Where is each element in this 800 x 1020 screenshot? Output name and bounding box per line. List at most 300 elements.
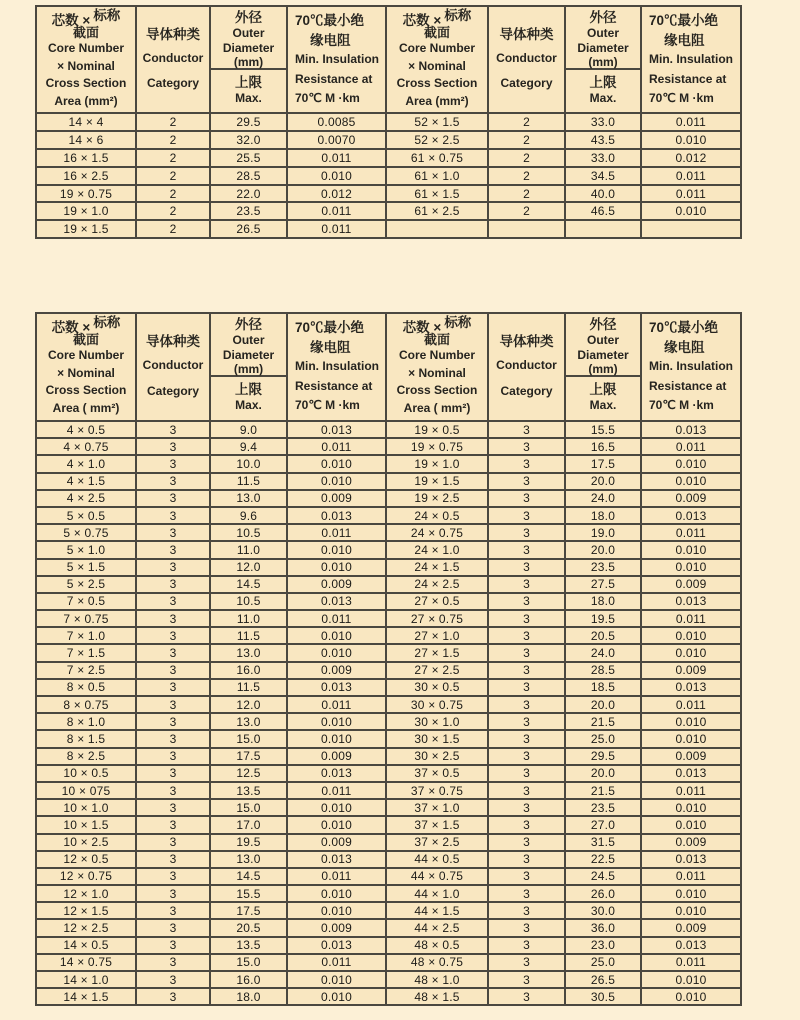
outer-diameter-cell: 13.5 xyxy=(210,937,287,954)
conductor-category-cell: 3 xyxy=(488,748,565,765)
outer-diameter-cell: 25.0 xyxy=(565,954,641,971)
outer-diameter-cell: 15.0 xyxy=(210,730,287,747)
insulation-resistance-cell: 0.011 xyxy=(287,954,386,971)
header-line: Area (mm²) xyxy=(54,93,118,108)
header-line: 外径 xyxy=(589,317,617,332)
insulation-resistance-cell: 0.010 xyxy=(641,559,741,576)
outer-diameter-cell xyxy=(565,220,641,238)
conductor-category-cell: 3 xyxy=(136,576,210,593)
conductor-category-cell: 3 xyxy=(488,919,565,936)
core-size-cell: 8 × 1.5 xyxy=(36,730,136,747)
outer-diameter-header xyxy=(565,313,641,421)
table-header xyxy=(36,313,741,421)
table-row xyxy=(36,954,741,971)
table-row xyxy=(36,730,741,747)
core-size-cell: 61 × 2.5 xyxy=(386,202,488,220)
table-row xyxy=(36,988,741,1005)
table-row xyxy=(36,782,741,799)
header-line: × Nominal xyxy=(408,58,466,73)
core-size-cell: 8 × 1.0 xyxy=(36,713,136,730)
outer-diameter-cell: 20.5 xyxy=(565,627,641,644)
insulation-resistance-cell: 0.013 xyxy=(287,593,386,610)
outer-diameter-cell: 30.5 xyxy=(565,988,641,1005)
conductor-category-cell: 3 xyxy=(136,902,210,919)
outer-diameter-cell: 13.5 xyxy=(210,782,287,799)
core-size-cell: 44 × 0.5 xyxy=(386,851,488,868)
core-size-cell: 52 × 2.5 xyxy=(386,131,488,149)
insulation-resistance-cell: 0.0070 xyxy=(287,131,386,149)
insulation-resistance-cell: 0.010 xyxy=(641,473,741,490)
outer-diameter-cell: 43.5 xyxy=(565,131,641,149)
outer-diameter-cell: 16.0 xyxy=(210,662,287,679)
conductor-category-cell: 3 xyxy=(136,919,210,936)
outer-diameter-cell: 9.0 xyxy=(210,421,287,438)
table-row xyxy=(36,662,741,679)
conductor-category-cell: 3 xyxy=(488,834,565,851)
conductor-category-cell: 2 xyxy=(488,113,565,131)
insulation-resistance-cell: 0.011 xyxy=(287,524,386,541)
conductor-category-cell: 3 xyxy=(136,937,210,954)
core-number-header xyxy=(36,313,136,421)
header-line: Resistance at xyxy=(649,378,727,393)
core-size-cell: 8 × 2.5 xyxy=(36,748,136,765)
core-size-cell: 8 × 0.5 xyxy=(36,679,136,696)
conductor-category-cell: 3 xyxy=(136,954,210,971)
core-size-cell: 16 × 1.5 xyxy=(36,149,136,167)
cable-spec-table-top xyxy=(35,5,742,239)
outer-diameter-cell: 15.5 xyxy=(565,421,641,438)
insulation-resistance-cell: 0.011 xyxy=(287,220,386,238)
table-row xyxy=(36,627,741,644)
header-line: 缘电阻 xyxy=(664,32,705,48)
outer-diameter-cell: 19.5 xyxy=(565,610,641,627)
core-size-cell: 37 × 0.5 xyxy=(386,765,488,782)
outer-diameter-cell: 12.0 xyxy=(210,559,287,576)
header-line: 芯数 × 标称 xyxy=(51,8,121,28)
conductor-category-cell: 2 xyxy=(136,202,210,220)
insulation-resistance-cell: 0.010 xyxy=(287,627,386,644)
core-size-cell: 19 × 2.5 xyxy=(386,490,488,507)
outer-diameter-cell: 22.0 xyxy=(210,185,287,203)
outer-diameter-cell: 24.0 xyxy=(565,644,641,661)
insulation-resistance-cell: 0.010 xyxy=(641,202,741,220)
header-row xyxy=(36,6,741,113)
outer-diameter-header xyxy=(565,6,641,113)
core-size-cell: 4 × 1.5 xyxy=(36,473,136,490)
core-size-cell: 10 × 2.5 xyxy=(36,834,136,851)
header-line: 外径 xyxy=(589,10,617,25)
header-line: Diameter xyxy=(577,40,629,55)
core-number-header xyxy=(36,6,136,113)
header-line: 上限 xyxy=(589,75,617,90)
header-line: 导体种类 xyxy=(146,26,200,42)
insulation-resistance-cell: 0.009 xyxy=(287,490,386,507)
outer-diameter-cell: 16.5 xyxy=(565,438,641,455)
outer-diameter-cell: 20.5 xyxy=(210,919,287,936)
core-size-cell: 10 × 1.5 xyxy=(36,816,136,833)
outer-diameter-cell: 25.5 xyxy=(210,149,287,167)
conductor-category-cell: 3 xyxy=(488,455,565,472)
header-line: Conductor xyxy=(496,358,557,372)
header-line: 缘电阻 xyxy=(310,339,351,355)
insulation-resistance-cell: 0.013 xyxy=(287,679,386,696)
insulation-resistance-cell: 0.013 xyxy=(641,679,741,696)
insulation-resistance-cell: 0.009 xyxy=(287,919,386,936)
core-size-cell: 5 × 0.75 xyxy=(36,524,136,541)
table-row xyxy=(36,937,741,954)
header-line: 截面 xyxy=(423,25,450,40)
core-size-cell: 37 × 1.0 xyxy=(386,799,488,816)
header-line: Diameter xyxy=(222,347,275,362)
outer-diameter-cell: 20.0 xyxy=(565,473,641,490)
core-size-cell: 7 × 1.0 xyxy=(36,627,136,644)
conductor-category-cell: 3 xyxy=(488,524,565,541)
outer-diameter-cell: 9.6 xyxy=(210,507,287,524)
header-line: 上限 xyxy=(235,382,262,397)
core-size-cell: 4 × 0.75 xyxy=(36,438,136,455)
insulation-resistance-cell: 0.013 xyxy=(641,507,741,524)
outer-diameter-cell: 15.5 xyxy=(210,885,287,902)
insulation-resistance-cell: 0.010 xyxy=(641,971,741,988)
outer-diameter-cell: 26.0 xyxy=(565,885,641,902)
header-line: 芯数 × 标称 xyxy=(402,8,472,28)
conductor-category-cell: 3 xyxy=(136,679,210,696)
core-size-cell: 14 × 1.5 xyxy=(36,988,136,1005)
outer-diameter-cell: 18.5 xyxy=(565,679,641,696)
insulation-resistance-cell: 0.011 xyxy=(641,185,741,203)
header-line: Max. xyxy=(235,91,262,105)
table-row xyxy=(36,902,741,919)
header-line: Category xyxy=(500,383,553,398)
core-size-cell: 4 × 2.5 xyxy=(36,490,136,507)
outer-diameter-cell: 27.5 xyxy=(565,576,641,593)
header-line: Cross Section xyxy=(45,76,127,90)
table-row xyxy=(36,799,741,816)
header-line: 70℃ M ·km xyxy=(295,398,360,412)
table-row xyxy=(36,167,741,185)
header-line: (mm) xyxy=(233,362,264,376)
outer-diameter-cell: 23.5 xyxy=(210,202,287,220)
core-size-cell: 5 × 1.5 xyxy=(36,559,136,576)
table-row xyxy=(36,185,741,203)
conductor-category-cell: 3 xyxy=(488,627,565,644)
header-line: Conductor xyxy=(142,50,204,65)
outer-diameter-cell: 17.5 xyxy=(565,455,641,472)
insulation-resistance-cell: 0.009 xyxy=(641,919,741,936)
conductor-category-cell: 3 xyxy=(488,988,565,1005)
outer-diameter-header xyxy=(210,6,287,113)
conductor-category-cell: 3 xyxy=(488,610,565,627)
core-size-cell: 14 × 6 xyxy=(36,131,136,149)
header-line: Max. xyxy=(235,398,262,412)
insulation-resistance-cell: 0.010 xyxy=(641,816,741,833)
insulation-resistance-cell: 0.011 xyxy=(641,696,741,713)
outer-diameter-cell: 20.0 xyxy=(565,541,641,558)
header-line: (mm) xyxy=(588,362,618,376)
outer-diameter-cell: 36.0 xyxy=(565,919,641,936)
insulation-resistance-cell: 0.0085 xyxy=(287,113,386,131)
conductor-category-cell: 3 xyxy=(136,816,210,833)
outer-diameter-cell: 19.0 xyxy=(565,524,641,541)
table-row xyxy=(36,765,741,782)
outer-diameter-cell: 40.0 xyxy=(565,185,641,203)
core-size-cell: 24 × 0.5 xyxy=(386,507,488,524)
conductor-category-cell: 3 xyxy=(136,524,210,541)
conductor-category-cell: 3 xyxy=(136,782,210,799)
insulation-resistance-cell: 0.012 xyxy=(641,149,741,167)
insulation-resistance-cell: 0.011 xyxy=(641,610,741,627)
table-row xyxy=(36,438,741,455)
insulation-resistance-cell: 0.010 xyxy=(641,644,741,661)
header-line: Cross Section xyxy=(396,383,478,397)
core-number-header xyxy=(386,6,488,113)
core-size-cell: 5 × 1.0 xyxy=(36,541,136,558)
outer-diameter-cell: 14.5 xyxy=(210,868,287,885)
insulation-resistance-cell: 0.010 xyxy=(287,988,386,1005)
conductor-category-cell: 2 xyxy=(488,167,565,185)
header-line: Core Number xyxy=(398,41,475,55)
outer-diameter-cell: 19.5 xyxy=(210,834,287,851)
header-line: Resistance at xyxy=(295,71,373,86)
header-line: (mm) xyxy=(588,55,618,69)
conductor-category-cell: 3 xyxy=(136,868,210,885)
conductor-category-cell: 3 xyxy=(488,902,565,919)
insulation-resistance-cell: 0.013 xyxy=(287,421,386,438)
insulation-resistance-cell: 0.010 xyxy=(287,541,386,558)
header-line: 70℃最小绝 xyxy=(649,13,719,28)
outer-diameter-cell: 21.5 xyxy=(565,782,641,799)
core-size-cell: 44 × 1.0 xyxy=(386,885,488,902)
insulation-resistance-cell: 0.009 xyxy=(287,662,386,679)
header-line: 缘电阻 xyxy=(664,339,705,355)
conductor-category-cell: 3 xyxy=(488,559,565,576)
table-row xyxy=(36,131,741,149)
conductor-category-cell: 2 xyxy=(136,131,210,149)
core-size-cell: 27 × 1.0 xyxy=(386,627,488,644)
conductor-category-cell: 3 xyxy=(488,644,565,661)
outer-diameter-cell: 17.5 xyxy=(210,748,287,765)
header-line: 外径 xyxy=(235,317,262,332)
conductor-category-cell: 3 xyxy=(488,765,565,782)
conductor-category-cell: 3 xyxy=(136,490,210,507)
outer-diameter-cell: 20.0 xyxy=(565,765,641,782)
insulation-resistance-cell: 0.013 xyxy=(641,765,741,782)
conductor-category-cell: 3 xyxy=(488,730,565,747)
table-row xyxy=(36,834,741,851)
insulation-resistance-cell: 0.010 xyxy=(641,713,741,730)
header-line: Diameter xyxy=(577,347,629,362)
header-line: Resistance at xyxy=(649,71,727,86)
conductor-category-cell: 3 xyxy=(136,455,210,472)
core-size-cell: 30 × 1.0 xyxy=(386,713,488,730)
header-line: 70℃ M ·km xyxy=(295,91,360,105)
outer-diameter-cell: 22.5 xyxy=(565,851,641,868)
insulation-resistance-cell: 0.010 xyxy=(287,473,386,490)
insulation-resistance-cell: 0.009 xyxy=(287,834,386,851)
core-size-cell: 44 × 1.5 xyxy=(386,902,488,919)
conductor-category-header xyxy=(488,6,565,113)
insulation-resistance-cell: 0.010 xyxy=(287,167,386,185)
insulation-resistance-cell: 0.009 xyxy=(287,576,386,593)
insulation-resistance-cell: 0.010 xyxy=(287,730,386,747)
header-line: Outer xyxy=(586,333,619,347)
table-row xyxy=(36,220,741,238)
outer-diameter-cell: 10.5 xyxy=(210,593,287,610)
core-size-cell: 10 × 075 xyxy=(36,782,136,799)
insulation-resistance-header xyxy=(287,6,386,113)
core-size-cell: 48 × 1.5 xyxy=(386,988,488,1005)
outer-diameter-cell: 18.0 xyxy=(565,593,641,610)
core-size-cell: 12 × 1.5 xyxy=(36,902,136,919)
outer-diameter-cell: 15.0 xyxy=(210,799,287,816)
outer-diameter-cell: 11.5 xyxy=(210,627,287,644)
table-header xyxy=(36,6,741,113)
conductor-category-header xyxy=(136,6,210,113)
insulation-resistance-cell: 0.011 xyxy=(287,696,386,713)
conductor-category-cell: 3 xyxy=(488,885,565,902)
outer-diameter-cell: 46.5 xyxy=(565,202,641,220)
cable-spec-table-bottom xyxy=(35,312,742,1006)
insulation-resistance-header xyxy=(641,6,741,113)
core-size-cell: 27 × 2.5 xyxy=(386,662,488,679)
outer-diameter-cell: 24.5 xyxy=(565,868,641,885)
conductor-category-cell: 3 xyxy=(136,507,210,524)
header-line: Resistance at xyxy=(295,378,373,393)
outer-diameter-cell: 33.0 xyxy=(565,149,641,167)
conductor-category-cell: 3 xyxy=(488,799,565,816)
insulation-resistance-cell: 0.009 xyxy=(641,834,741,851)
table-row xyxy=(36,473,741,490)
core-size-cell: 5 × 2.5 xyxy=(36,576,136,593)
core-size-cell: 48 × 0.5 xyxy=(386,937,488,954)
header-line: Cross Section xyxy=(396,76,478,90)
conductor-category-cell: 3 xyxy=(488,713,565,730)
header-line: Diameter xyxy=(222,40,275,55)
insulation-resistance-cell: 0.010 xyxy=(641,541,741,558)
insulation-resistance-cell: 0.009 xyxy=(641,748,741,765)
core-size-cell: 14 × 0.75 xyxy=(36,954,136,971)
core-size-cell: 27 × 0.75 xyxy=(386,610,488,627)
table-row xyxy=(36,644,741,661)
header-line: × Nominal xyxy=(57,58,115,73)
conductor-category-cell: 2 xyxy=(136,220,210,238)
conductor-category-cell: 3 xyxy=(136,730,210,747)
conductor-category-cell: 3 xyxy=(488,576,565,593)
conductor-category-cell: 3 xyxy=(136,885,210,902)
header-line: Outer xyxy=(232,333,265,347)
conductor-category-cell: 3 xyxy=(488,421,565,438)
conductor-category-header xyxy=(136,313,210,421)
header-line: Outer xyxy=(586,26,619,40)
core-size-cell: 30 × 2.5 xyxy=(386,748,488,765)
outer-diameter-cell: 12.5 xyxy=(210,765,287,782)
core-size-cell: 4 × 1.0 xyxy=(36,455,136,472)
core-size-cell: 12 × 0.75 xyxy=(36,868,136,885)
table-row xyxy=(36,919,741,936)
conductor-category-cell: 3 xyxy=(136,748,210,765)
header-line: Cross Section xyxy=(45,383,127,397)
insulation-resistance-cell: 0.010 xyxy=(287,902,386,919)
core-size-cell: 27 × 0.5 xyxy=(386,593,488,610)
header-line: 70℃最小绝 xyxy=(295,13,365,28)
core-size-cell: 24 × 1.0 xyxy=(386,541,488,558)
insulation-resistance-cell: 0.011 xyxy=(287,782,386,799)
conductor-category-cell: 3 xyxy=(136,851,210,868)
conductor-category-cell: 3 xyxy=(488,696,565,713)
insulation-resistance-cell: 0.011 xyxy=(641,113,741,131)
table-row xyxy=(36,593,741,610)
table-row xyxy=(36,455,741,472)
core-size-cell: 27 × 1.5 xyxy=(386,644,488,661)
conductor-category-cell: 3 xyxy=(488,541,565,558)
outer-diameter-cell: 9.4 xyxy=(210,438,287,455)
conductor-category-cell: 2 xyxy=(136,113,210,131)
table-row xyxy=(36,524,741,541)
conductor-category-cell: 3 xyxy=(136,610,210,627)
conductor-category-cell: 3 xyxy=(136,988,210,1005)
conductor-category-cell: 2 xyxy=(136,185,210,203)
insulation-resistance-cell: 0.010 xyxy=(287,559,386,576)
insulation-resistance-cell: 0.011 xyxy=(641,438,741,455)
outer-diameter-cell: 16.0 xyxy=(210,971,287,988)
table-row xyxy=(36,421,741,438)
outer-diameter-cell: 29.5 xyxy=(565,748,641,765)
insulation-resistance-cell: 0.011 xyxy=(287,202,386,220)
outer-diameter-cell: 20.0 xyxy=(565,696,641,713)
conductor-category-cell: 3 xyxy=(488,816,565,833)
insulation-resistance-cell: 0.010 xyxy=(641,131,741,149)
table-row xyxy=(36,868,741,885)
header-line: Min. Insulation xyxy=(295,359,379,373)
insulation-resistance-cell: 0.010 xyxy=(641,902,741,919)
outer-diameter-cell: 21.5 xyxy=(565,713,641,730)
insulation-resistance-cell: 0.013 xyxy=(641,851,741,868)
core-size-cell: 14 × 1.0 xyxy=(36,971,136,988)
core-size-cell: 44 × 2.5 xyxy=(386,919,488,936)
table-row xyxy=(36,507,741,524)
header-line: 导体种类 xyxy=(146,334,200,349)
core-size-cell: 30 × 0.5 xyxy=(386,679,488,696)
outer-diameter-cell: 11.5 xyxy=(210,679,287,696)
table-row xyxy=(36,713,741,730)
header-line: Outer xyxy=(232,26,265,40)
conductor-category-cell: 3 xyxy=(136,438,210,455)
core-size-cell: 30 × 0.75 xyxy=(386,696,488,713)
header-line: × Nominal xyxy=(408,365,466,380)
conductor-category-cell: 3 xyxy=(136,541,210,558)
outer-diameter-cell: 17.5 xyxy=(210,902,287,919)
insulation-resistance-cell: 0.011 xyxy=(287,149,386,167)
core-size-cell: 7 × 1.5 xyxy=(36,644,136,661)
core-size-cell: 61 × 0.75 xyxy=(386,149,488,167)
conductor-category-cell: 3 xyxy=(488,937,565,954)
core-size-cell: 24 × 2.5 xyxy=(386,576,488,593)
insulation-resistance-cell: 0.011 xyxy=(641,954,741,971)
header-line: 截面 xyxy=(423,332,450,347)
header-line: Conductor xyxy=(496,50,557,65)
table-row xyxy=(36,816,741,833)
core-size-cell: 37 × 1.5 xyxy=(386,816,488,833)
header-line: 截面 xyxy=(72,332,99,347)
table-row xyxy=(36,490,741,507)
conductor-category-cell: 3 xyxy=(136,559,210,576)
core-size-cell: 7 × 2.5 xyxy=(36,662,136,679)
core-size-cell: 19 × 1.0 xyxy=(386,455,488,472)
insulation-resistance-cell: 0.011 xyxy=(641,868,741,885)
conductor-category-cell: 3 xyxy=(136,644,210,661)
conductor-category-cell: 2 xyxy=(488,202,565,220)
core-size-cell: 24 × 0.75 xyxy=(386,524,488,541)
